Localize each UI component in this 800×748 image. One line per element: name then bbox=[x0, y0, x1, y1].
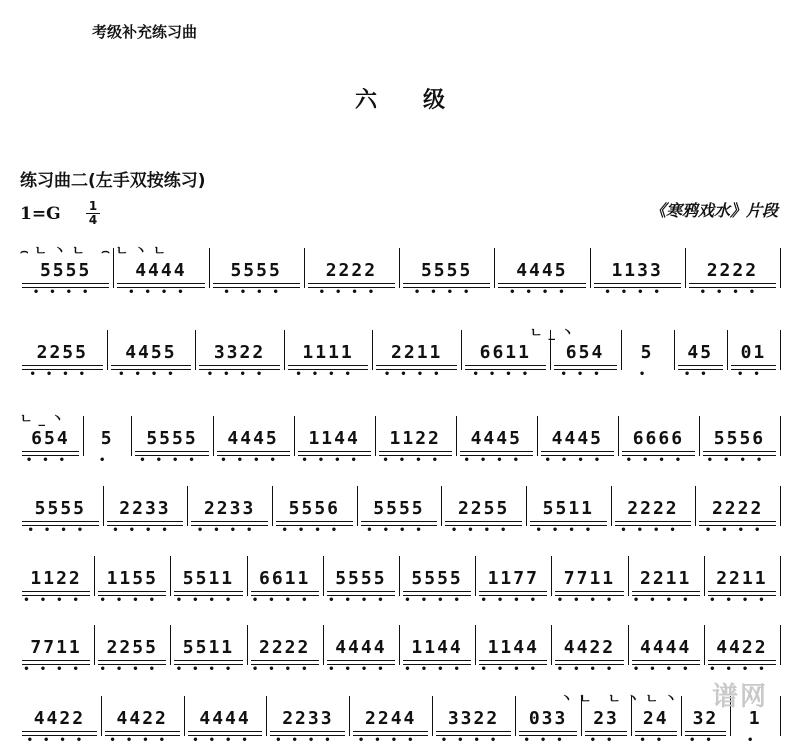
underline-beam bbox=[632, 660, 700, 661]
measure-notes: 45 bbox=[687, 342, 714, 363]
octave-dots: •••• bbox=[23, 595, 89, 606]
bar-line bbox=[780, 248, 781, 288]
underline-beam bbox=[22, 521, 99, 522]
underline-beam bbox=[199, 365, 280, 366]
measure-notes: 5555 bbox=[335, 568, 387, 589]
measure-notes: 1144 bbox=[411, 637, 463, 658]
underline-beam bbox=[436, 731, 511, 732]
underline-beam bbox=[251, 591, 319, 592]
measure bbox=[18, 408, 83, 468]
underline-beam bbox=[460, 451, 533, 452]
bar-line bbox=[780, 696, 781, 736]
measure bbox=[131, 408, 212, 468]
measure-notes: 6666 bbox=[632, 428, 685, 449]
octave-dots: •••• bbox=[223, 287, 289, 298]
bar-line bbox=[780, 556, 781, 596]
measure-notes: 5555 bbox=[34, 498, 86, 519]
underline-beam bbox=[555, 591, 623, 592]
measure bbox=[266, 688, 349, 748]
octave-dots: •••• bbox=[699, 287, 766, 298]
measure bbox=[432, 688, 515, 748]
measure-notes: 5556 bbox=[288, 498, 340, 519]
underline-beam bbox=[308, 283, 395, 284]
score-row bbox=[0, 688, 800, 748]
time-signature-bottom: 4 bbox=[86, 213, 100, 227]
octave-dots: •••• bbox=[382, 455, 448, 466]
measure-notes: 3322 bbox=[447, 708, 500, 729]
measure bbox=[294, 408, 375, 468]
measure bbox=[695, 478, 780, 538]
measure-notes: 4444 bbox=[135, 260, 187, 281]
measure-notes: 033 bbox=[528, 708, 568, 729]
octave-dots: •••• bbox=[26, 735, 93, 746]
measure bbox=[284, 322, 373, 382]
measure-notes: 2233 bbox=[203, 498, 256, 519]
octave-dots: •••• bbox=[220, 455, 286, 466]
measure bbox=[551, 548, 627, 608]
underline-beam bbox=[635, 731, 677, 732]
underline-beam bbox=[191, 521, 268, 522]
measure-notes: 4444 bbox=[335, 637, 387, 658]
underline-beam bbox=[327, 660, 395, 661]
underline-beam bbox=[22, 451, 79, 452]
underline-beam bbox=[479, 591, 547, 592]
measure-notes: 7711 bbox=[30, 637, 82, 658]
octave-dots: •••• bbox=[251, 664, 318, 675]
measure-notes: 4445 bbox=[516, 260, 568, 281]
underline-beam bbox=[107, 521, 184, 522]
measure bbox=[94, 617, 170, 677]
underline-beam bbox=[555, 660, 623, 661]
octave-dots: •••• bbox=[556, 595, 623, 606]
measure-notes: 2211 bbox=[391, 342, 443, 363]
score-row bbox=[0, 617, 800, 677]
measure bbox=[323, 548, 399, 608]
underline-beam bbox=[105, 731, 180, 732]
octave-dots: •••• bbox=[175, 664, 242, 675]
measure bbox=[323, 617, 399, 677]
octave-dots: •••• bbox=[99, 595, 166, 606]
octave-dots: •••• bbox=[192, 735, 258, 746]
measure-notes: 4455 bbox=[125, 342, 177, 363]
measure bbox=[551, 617, 627, 677]
measure bbox=[209, 240, 304, 300]
octave-dots: •••• bbox=[604, 287, 670, 298]
octave-dots: •••• bbox=[328, 664, 394, 675]
underline-beam bbox=[361, 521, 438, 522]
bar-line bbox=[780, 330, 781, 370]
underline-beam bbox=[622, 451, 695, 452]
score-row bbox=[0, 322, 800, 382]
measure bbox=[475, 548, 551, 608]
underline-beam bbox=[703, 451, 776, 452]
measure bbox=[456, 408, 537, 468]
underline-beam bbox=[699, 521, 776, 522]
page-title: 六级 bbox=[354, 88, 491, 113]
octave-dots: • bbox=[98, 455, 116, 466]
measure-notes: 2233 bbox=[119, 498, 171, 519]
measure-notes: 1144 bbox=[487, 637, 539, 658]
octave-dots: •••• bbox=[32, 287, 99, 298]
octave-dots: •••• bbox=[357, 735, 424, 746]
measure-notes: 4422 bbox=[33, 708, 86, 729]
measure bbox=[631, 688, 681, 748]
underline-beam bbox=[678, 365, 723, 366]
underline-beam bbox=[22, 660, 90, 661]
octave-dots: •••• bbox=[23, 664, 89, 675]
underline-beam bbox=[174, 591, 242, 592]
measure-notes: 4422 bbox=[116, 708, 168, 729]
underline-beam bbox=[632, 591, 700, 592]
score-row bbox=[0, 548, 800, 608]
underline-beam bbox=[22, 365, 103, 366]
underline-beam bbox=[379, 451, 452, 452]
measure bbox=[272, 478, 357, 538]
measure bbox=[18, 478, 103, 538]
measure bbox=[187, 478, 272, 538]
underline-beam bbox=[174, 660, 242, 661]
octave-dots: ••• bbox=[560, 369, 610, 380]
octave-dots: •••• bbox=[27, 525, 94, 536]
underline-beam bbox=[22, 283, 109, 284]
measure-notes: 3322 bbox=[213, 342, 266, 363]
measure bbox=[399, 240, 494, 300]
octave-dots: •••• bbox=[109, 735, 175, 746]
measure-notes: 1 bbox=[748, 708, 762, 729]
measure-notes: 01 bbox=[740, 342, 767, 363]
measure bbox=[685, 240, 780, 300]
score-row bbox=[0, 408, 800, 468]
measure bbox=[184, 688, 267, 748]
underline-beam bbox=[117, 283, 204, 284]
underline-beam bbox=[213, 283, 300, 284]
measure bbox=[515, 688, 581, 748]
measure-notes: 2222 bbox=[711, 498, 764, 519]
measure-notes: 5555 bbox=[39, 260, 92, 281]
measure bbox=[618, 408, 699, 468]
octave-dots: •••• bbox=[625, 455, 692, 466]
measure-notes: 2211 bbox=[716, 568, 768, 589]
octave-dots: •••• bbox=[480, 664, 547, 675]
measure-notes: 2211 bbox=[640, 568, 692, 589]
octave-dots: •••• bbox=[366, 525, 432, 536]
measure bbox=[674, 322, 727, 382]
underline-beam bbox=[708, 660, 776, 661]
measure bbox=[103, 478, 188, 538]
measure-notes: 5 bbox=[100, 428, 114, 449]
time-signature-top: 1 bbox=[88, 199, 98, 213]
underline-beam bbox=[708, 591, 776, 592]
underline-beam bbox=[403, 283, 490, 284]
measure bbox=[704, 617, 780, 677]
octave-dots: •••• bbox=[128, 287, 194, 298]
octave-dots: •••• bbox=[281, 525, 348, 536]
measure-notes: 1155 bbox=[106, 568, 158, 589]
measure-notes: 32 bbox=[692, 708, 719, 729]
time-signature bbox=[86, 200, 100, 227]
underline-beam bbox=[445, 521, 522, 522]
underline-beam bbox=[376, 365, 457, 366]
octave-dots: •••• bbox=[632, 595, 699, 606]
octave-dots: •••• bbox=[206, 369, 273, 380]
measure bbox=[94, 548, 170, 608]
underline-beam bbox=[594, 283, 681, 284]
measure bbox=[18, 548, 94, 608]
key-signature: 1=G bbox=[20, 204, 61, 224]
measure-notes: 4422 bbox=[716, 637, 768, 658]
measure bbox=[247, 617, 323, 677]
watermark: 谱网 bbox=[711, 682, 768, 712]
underline-beam bbox=[465, 365, 546, 366]
octave-dots: •• bbox=[689, 735, 722, 746]
measure-notes: 4445 bbox=[551, 428, 603, 449]
measure bbox=[18, 322, 107, 382]
octave-dots: •••• bbox=[556, 664, 623, 675]
ornament-marks: ㄴ_丶 bbox=[530, 326, 581, 341]
octave-dots: •••• bbox=[99, 664, 166, 675]
octave-dots: •••• bbox=[251, 595, 318, 606]
measure-notes: 1177 bbox=[487, 568, 539, 589]
measure-notes: 4444 bbox=[640, 637, 692, 658]
underline-beam bbox=[298, 451, 371, 452]
measure-notes: 5 bbox=[640, 342, 654, 363]
underline-beam bbox=[135, 451, 208, 452]
measure bbox=[727, 322, 780, 382]
octave-dots: •••• bbox=[328, 595, 394, 606]
measure bbox=[349, 688, 432, 748]
measure bbox=[704, 548, 780, 608]
underline-beam bbox=[276, 521, 353, 522]
measure bbox=[304, 240, 399, 300]
octave-dots: •• bbox=[589, 735, 623, 746]
octave-dots: •••• bbox=[139, 455, 205, 466]
measure bbox=[18, 688, 101, 748]
octave-dots: •••• bbox=[709, 664, 775, 675]
page-header: 考级补充练习曲 bbox=[92, 23, 198, 41]
source-attribution: 《寒鸦戏水》片段 bbox=[649, 201, 778, 220]
measure-notes: 5556 bbox=[713, 428, 766, 449]
octave-dots: •••• bbox=[472, 369, 539, 380]
octave-dots: •••• bbox=[544, 455, 611, 466]
measure-notes: 4422 bbox=[563, 637, 616, 658]
measure bbox=[550, 322, 621, 382]
underline-beam bbox=[479, 660, 547, 661]
underline-beam bbox=[689, 283, 776, 284]
measure-notes: 2233 bbox=[282, 708, 334, 729]
measure-notes: 23 bbox=[593, 708, 619, 729]
measure bbox=[375, 408, 456, 468]
measure bbox=[441, 478, 526, 538]
measure bbox=[537, 408, 618, 468]
ornament-marks: 丶ㄴ ㄴ丶ㄴ丶 bbox=[560, 692, 684, 707]
measure bbox=[399, 617, 475, 677]
measure-notes: 2244 bbox=[365, 708, 417, 729]
measure bbox=[170, 548, 246, 608]
underline-beam bbox=[270, 731, 345, 732]
underline-beam bbox=[541, 451, 614, 452]
underline-beam bbox=[188, 731, 263, 732]
bar-line bbox=[780, 416, 781, 456]
measure bbox=[475, 617, 551, 677]
underline-beam bbox=[615, 521, 692, 522]
underline-beam bbox=[403, 660, 471, 661]
octave-dots: •••• bbox=[112, 525, 178, 536]
measure-notes: 5555 bbox=[420, 260, 473, 281]
octave-dots: •••• bbox=[404, 595, 470, 606]
octave-dots: •••• bbox=[632, 664, 699, 675]
measure-notes: 4445 bbox=[470, 428, 522, 449]
measure-notes: 24 bbox=[642, 708, 669, 729]
octave-dots: •• bbox=[639, 735, 673, 746]
octave-dots: •••• bbox=[463, 455, 530, 466]
measure bbox=[628, 617, 704, 677]
octave-dots: ••• bbox=[25, 455, 76, 466]
measure-notes: 1122 bbox=[389, 428, 441, 449]
measure bbox=[526, 478, 611, 538]
octave-dots: •••• bbox=[301, 455, 367, 466]
underline-beam bbox=[327, 591, 395, 592]
octave-dots: •••• bbox=[706, 455, 773, 466]
measure bbox=[357, 478, 442, 538]
octave-dots: •••• bbox=[175, 595, 242, 606]
measure-notes: 1133 bbox=[611, 260, 663, 281]
octave-dots: • bbox=[746, 735, 764, 746]
measure bbox=[107, 322, 196, 382]
measure-notes: 5511 bbox=[182, 637, 235, 658]
measure bbox=[494, 240, 589, 300]
measure bbox=[461, 322, 550, 382]
measure bbox=[113, 240, 208, 300]
octave-dots: • bbox=[638, 369, 656, 380]
measure-notes: 2222 bbox=[627, 498, 679, 519]
measure bbox=[621, 322, 674, 382]
octave-dots: •••• bbox=[480, 595, 547, 606]
measure bbox=[628, 548, 704, 608]
octave-dots: •• bbox=[737, 369, 770, 380]
ornament-marks: ⌢ㄴ丶ㄴ ⌢ㄴ丶ㄴ bbox=[20, 244, 172, 259]
bar-line bbox=[780, 625, 781, 665]
octave-dots: •••• bbox=[709, 595, 775, 606]
underline-beam bbox=[288, 365, 369, 366]
octave-dots: •••• bbox=[404, 664, 470, 675]
measure bbox=[83, 408, 132, 468]
measure-notes: 5511 bbox=[182, 568, 235, 589]
underline-beam bbox=[731, 365, 776, 366]
octave-dots: •••• bbox=[275, 735, 341, 746]
octave-dots: •• bbox=[683, 369, 717, 380]
underline-beam bbox=[498, 283, 585, 284]
measure-notes: 5511 bbox=[542, 498, 594, 519]
octave-dots: •••• bbox=[29, 369, 96, 380]
measure-notes: 5555 bbox=[373, 498, 425, 519]
measure-notes: 2222 bbox=[259, 637, 311, 658]
measure-notes: 5555 bbox=[146, 428, 198, 449]
measure-notes: 2255 bbox=[457, 498, 510, 519]
measure bbox=[699, 408, 780, 468]
measure bbox=[101, 688, 184, 748]
measure-notes: 5555 bbox=[411, 568, 463, 589]
octave-dots: •••• bbox=[196, 525, 263, 536]
octave-dots: •••• bbox=[413, 287, 480, 298]
measure-notes: 1111 bbox=[302, 342, 354, 363]
measure-notes: 1144 bbox=[308, 428, 360, 449]
measure bbox=[195, 322, 284, 382]
underline-beam bbox=[22, 731, 97, 732]
bar-line bbox=[780, 486, 781, 526]
underline-beam bbox=[98, 660, 166, 661]
measure-notes: 2222 bbox=[325, 260, 378, 281]
measure bbox=[18, 617, 94, 677]
underline-beam bbox=[251, 660, 319, 661]
underline-beam bbox=[685, 731, 727, 732]
measure-notes: 2222 bbox=[706, 260, 759, 281]
measure-notes: 4444 bbox=[199, 708, 251, 729]
octave-dots: •••• bbox=[620, 525, 686, 536]
octave-dots: •••• bbox=[509, 287, 575, 298]
measure bbox=[399, 548, 475, 608]
measure-notes: 2255 bbox=[106, 637, 158, 658]
underline-beam bbox=[403, 591, 471, 592]
measure bbox=[590, 240, 685, 300]
measure-notes: 4445 bbox=[227, 428, 279, 449]
octave-dots: •••• bbox=[383, 369, 450, 380]
underline-beam bbox=[554, 365, 617, 366]
underline-beam bbox=[22, 591, 90, 592]
measure-notes: 7711 bbox=[563, 568, 616, 589]
underline-beam bbox=[111, 365, 192, 366]
measure-notes: 6611 bbox=[479, 342, 531, 363]
measure-notes: 654 bbox=[565, 342, 605, 363]
octave-dots: •••• bbox=[450, 525, 517, 536]
ornament-marks: ㄴ_丶 bbox=[20, 412, 71, 427]
measure bbox=[170, 617, 246, 677]
measure-notes: 2255 bbox=[36, 342, 88, 363]
measure bbox=[581, 688, 631, 748]
measure-notes: 6611 bbox=[259, 568, 311, 589]
octave-dots: •••• bbox=[704, 525, 771, 536]
measure bbox=[611, 478, 696, 538]
octave-dots: •••• bbox=[118, 369, 184, 380]
measure bbox=[372, 322, 461, 382]
octave-dots: •••• bbox=[318, 287, 385, 298]
measure bbox=[18, 240, 113, 300]
underline-beam bbox=[530, 521, 607, 522]
underline-beam bbox=[585, 731, 627, 732]
exercise-subtitle: 练习曲二(左手双按练习) bbox=[20, 171, 206, 191]
score-row bbox=[0, 478, 800, 538]
underline-beam bbox=[519, 731, 577, 732]
underline-beam bbox=[353, 731, 428, 732]
octave-dots: •••• bbox=[440, 735, 507, 746]
underline-beam bbox=[217, 451, 290, 452]
octave-dots: ••• bbox=[523, 735, 573, 746]
underline-beam bbox=[98, 591, 166, 592]
octave-dots: •••• bbox=[295, 369, 361, 380]
score-row bbox=[0, 240, 800, 300]
octave-dots: •••• bbox=[535, 525, 602, 536]
measure-notes: 654 bbox=[31, 428, 70, 449]
measure bbox=[213, 408, 294, 468]
measure-notes: 1122 bbox=[30, 568, 82, 589]
measure bbox=[247, 548, 323, 608]
measure-notes: 5555 bbox=[230, 260, 282, 281]
